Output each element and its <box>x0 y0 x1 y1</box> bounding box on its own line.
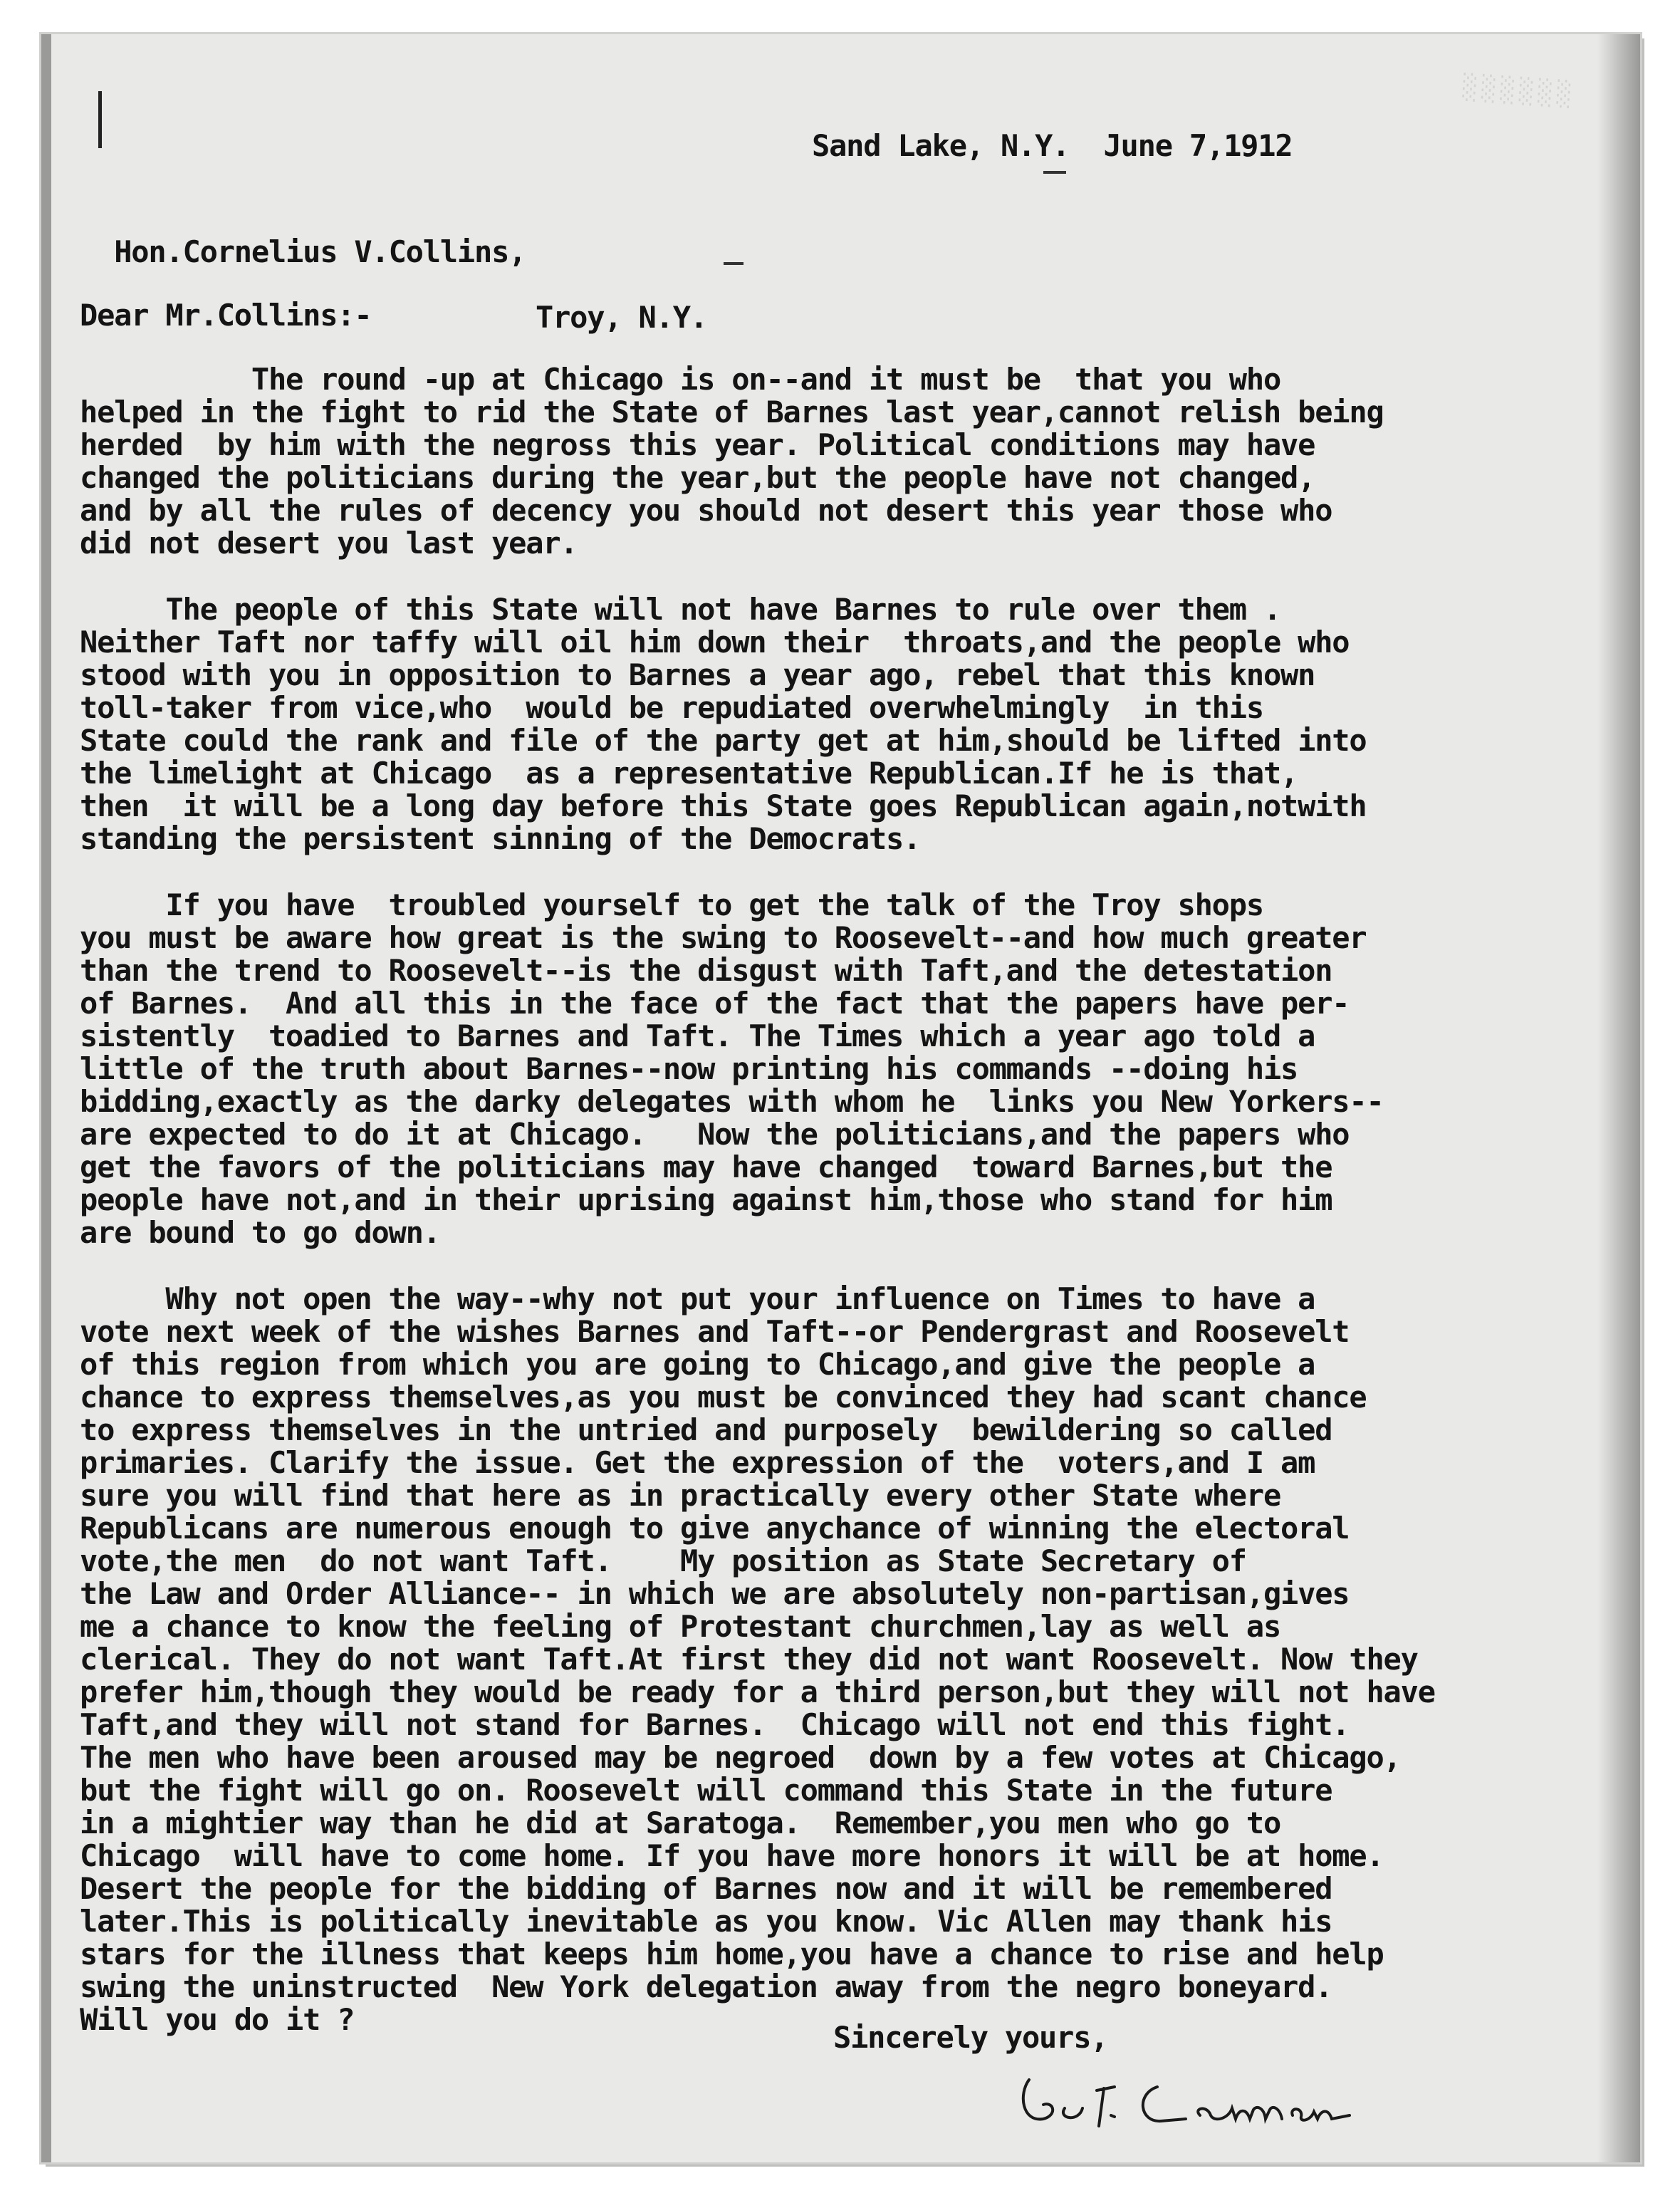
typed-line: Neither Taft nor taffy will oil him down their throats,and the people who <box>80 625 1350 660</box>
typed-line: sure you will find that here as in practically every other State where <box>80 1478 1281 1513</box>
typed-line: vote,the men do not want Taft. My position as State Secretary of <box>80 1543 1246 1578</box>
letter-body <box>80 363 1611 2070</box>
typed-line: prefer him,though they would be ready for a third person,but they will not have <box>80 1674 1435 1709</box>
typed-line: clerical. They do not want Taft.At first they did not want Roosevelt. Now they <box>80 1642 1418 1677</box>
addressee-city: Troy, N.Y. <box>536 300 707 335</box>
faint-stamp-mark: ░░░░░░ <box>1461 73 1577 110</box>
body-paragraph <box>80 1283 1611 2036</box>
typed-line: but the fight will go on. Roosevelt will command this State in the future <box>80 1773 1332 1808</box>
typed-line: did not desert you last year. <box>80 526 578 561</box>
typed-line: of this region from which you are going to Chicago,and give the people a <box>80 1347 1315 1382</box>
typed-line: Taft,and they will not stand for Barnes. Chicago will not end this fight. <box>80 1707 1350 1742</box>
body-paragraph <box>80 889 1611 1249</box>
salutation: Dear Mr.Collins:- <box>80 298 372 333</box>
signature <box>1015 2065 1385 2137</box>
typed-line: and by all the rules of decency you should not desert this year those who <box>80 493 1332 528</box>
typed-line: swing the uninstructed New York delegation away from the negro boneyard. <box>80 1969 1332 2004</box>
typed-line: State could the rank and file of the party get at him,should be lifted into <box>80 723 1367 758</box>
typed-line: Why not open the way--why not put your influence on Times to have a <box>80 1281 1315 1316</box>
typed-line: stood with you in opposition to Barnes a year ago, rebel that this known <box>80 657 1315 692</box>
typed-line: The people of this State will not have Barnes to rule over them . <box>80 592 1281 627</box>
typed-line: standing the persistent sinning of the Democrats. <box>80 821 921 856</box>
underline-mark <box>724 262 744 265</box>
typed-line: than the trend to Roosevelt--is the disgust with Taft,and the detestation <box>80 953 1332 988</box>
typed-line: me a chance to know the feeling of Protestant churchmen,lay as well as <box>80 1609 1281 1644</box>
typed-line: the limelight at Chicago as a representative Republican.If he is that, <box>80 756 1298 791</box>
typed-line: to express themselves in the untried and purposely bewildering so called <box>80 1412 1332 1447</box>
addressee-name: Hon.Cornelius V.Collins, <box>114 234 526 269</box>
typed-line: toll-taker from vice,who would be repudiated overwhelmingly in this <box>80 690 1263 725</box>
typed-line: Republicans are numerous enough to give anychance of winning the electoral <box>80 1511 1350 1546</box>
typed-line: are expected to do it at Chicago. Now the politicians,and the papers who <box>80 1117 1350 1152</box>
typed-line: then it will be a long day before this State goes Republican again,notwith <box>80 788 1367 823</box>
typed-line: herded by him with the negross this year. Political conditions may have <box>80 427 1315 462</box>
typed-line: sistently toadied to Barnes and Taft. The Times which a year ago told a <box>80 1019 1315 1053</box>
typed-line: Desert the people for the bidding of Barnes now and it will be remembered <box>80 1871 1332 1906</box>
closing: Sincerely yours, <box>833 2020 1108 2055</box>
typed-line: get the favors of the politicians may have changed toward Barnes,but the <box>80 1150 1332 1184</box>
typed-line: Will you do it ? <box>80 2002 355 2037</box>
typed-line: little of the truth about Barnes--now printing his commands --doing his <box>80 1051 1298 1086</box>
typed-line: Chicago will have to come home. If you have more honors it will be at home. <box>80 1838 1384 1873</box>
typed-line: you must be aware how great is the swing to Roosevelt--and how much greater <box>80 920 1367 955</box>
typed-line: are bound to go down. <box>80 1215 440 1250</box>
typed-line: vote next week of the wishes Barnes and Taft--or Pendergrast and Roosevelt <box>80 1314 1350 1349</box>
typed-line: If you have troubled yourself to get the talk of the Troy shops <box>80 887 1263 922</box>
typed-line: people have not,and in their uprising against him,those who stand for him <box>80 1182 1332 1217</box>
typed-line: the Law and Order Alliance-- in which we are absolutely non-partisan,gives <box>80 1576 1350 1611</box>
dateline: Sand Lake, N.Y. June 7,1912 <box>812 128 1293 163</box>
typed-line: helped in the fight to rid the State of Barnes last year,cannot relish being <box>80 395 1384 429</box>
body-paragraph <box>80 363 1611 560</box>
typed-line: stars for the illness that keeps him home,you have a chance to rise and help <box>80 1937 1384 1971</box>
typed-line: primaries. Clarify the issue. Get the expression of the voters,and I am <box>80 1445 1315 1480</box>
typed-line: changed the politicians during the year,but the people have not changed, <box>80 460 1315 495</box>
typed-line: later.This is politically inevitable as you know. Vic Allen may thank his <box>80 1904 1332 1939</box>
typed-line: chance to express themselves,as you must be convinced they had scant chance <box>80 1380 1367 1415</box>
margin-mark <box>98 91 102 148</box>
underline-mark <box>1043 171 1066 174</box>
addressee-block <box>80 203 707 367</box>
typed-line: The men who have been aroused may be negroed down by a few votes at Chicago, <box>80 1740 1401 1775</box>
typed-line: The round -up at Chicago is on--and it must be that you who <box>80 362 1281 397</box>
typed-line: in a mightier way than he did at Saratoga. Remember,you men who go to <box>80 1806 1281 1840</box>
typed-line: bidding,exactly as the darky delegates with whom he links you New Yorkers-- <box>80 1084 1384 1119</box>
body-paragraph <box>80 593 1611 855</box>
typed-line: of Barnes. And all this in the face of the fact that the papers have per- <box>80 986 1350 1021</box>
